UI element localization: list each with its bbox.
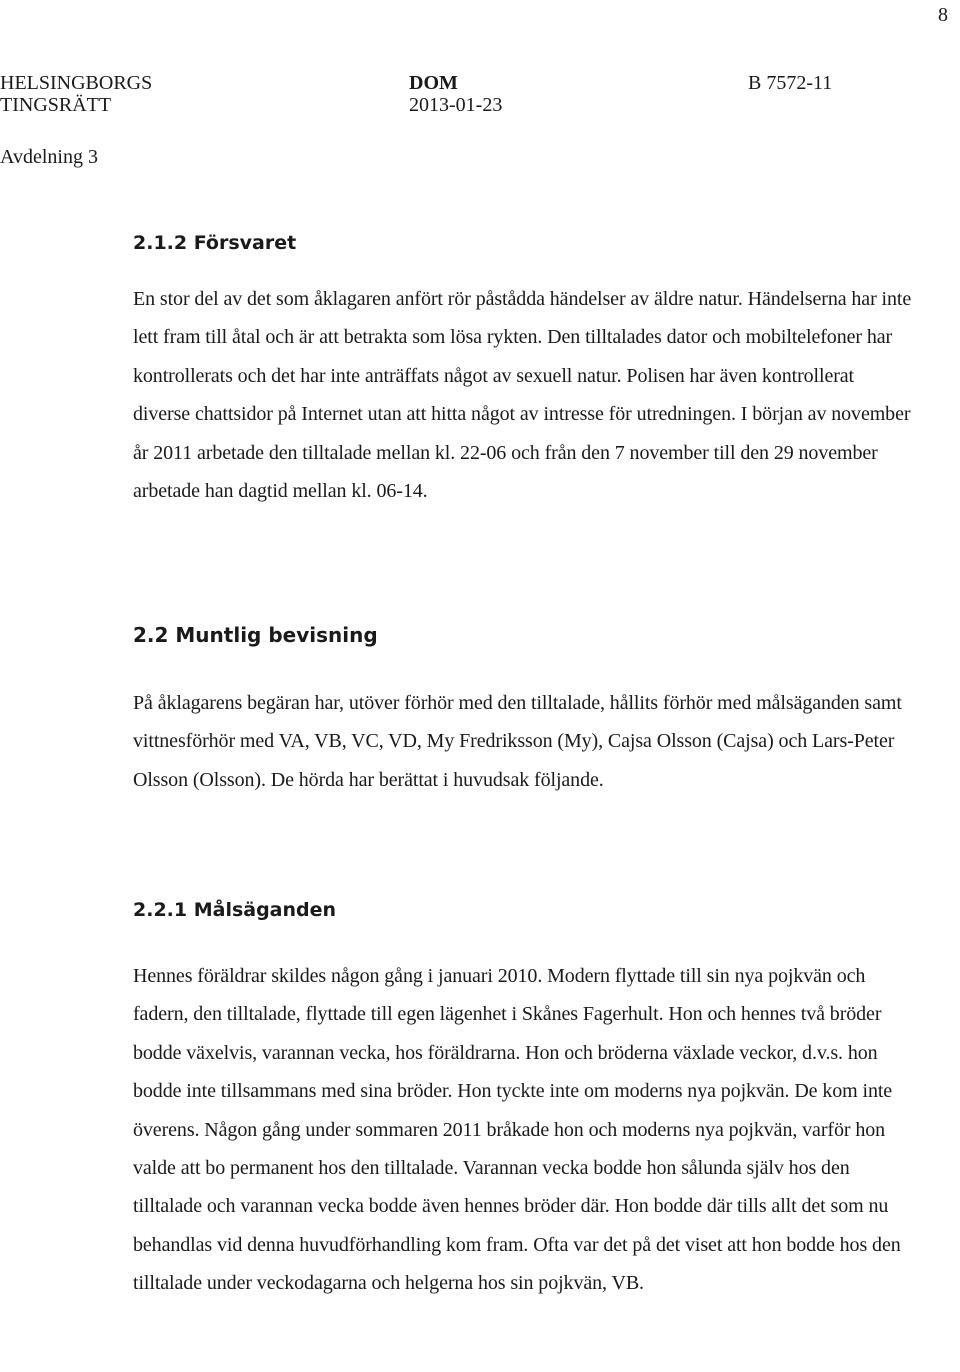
section-muntlig-bevisning-body xyxy=(133,684,913,799)
document-heading xyxy=(409,72,502,116)
court-name-line2: TINGSRÄTT xyxy=(0,94,112,116)
section-text-forsvaret: En stor del av det som åklagaren anfört rör påstådda händelser av äldre natur. Händelserna har inte lett fram till åtal och är att betrakta som lösa rykten. Den tilltalades dator och mobiltelefoner har kontrollerats och det har inte anträffats något av sexuell natur. Polisen har även kontrollerat diverse chattsidor på Internet utan att hitta något av intresse för utredningen. I början av november år 2011 arbetade den tilltalade mellan kl. 22-06 och från den 7 november till den 29 november arbetade han dagtid mellan kl. 06-14. xyxy=(133,288,912,503)
section-malsaganden-heading xyxy=(133,899,913,921)
department: Avdelning 3 xyxy=(0,146,98,168)
document-type: DOM xyxy=(409,72,458,94)
section-title-malsaganden: 2.2.1 Målsäganden xyxy=(133,899,337,921)
section-muntlig-bevisning-heading xyxy=(133,623,913,647)
document-date: 2013-01-23 xyxy=(409,94,503,116)
section-title-muntlig-bevisning: 2.2 Muntlig bevisning xyxy=(133,623,378,647)
court-name-line1: HELSINGBORGS xyxy=(0,72,153,94)
page-number: 8 xyxy=(938,4,948,26)
section-forsvaret xyxy=(133,232,913,510)
section-text-muntlig-bevisning: På åklagarens begäran har, utöver förhör med den tilltalade, hållits förhör med målsäganden samt vittnesförhör med VA, VB, VC, VD, My Fredriksson (My), Cajsa Olsson (Cajsa) och Lars-Peter Olsson (Olsson). De hörda har berättat i huvudsak följande. xyxy=(133,692,902,791)
section-malsaganden-body xyxy=(133,957,913,1303)
case-number: B 7572-11 xyxy=(748,72,833,94)
court-name xyxy=(0,72,152,116)
section-text-malsaganden: Hennes föräldrar skildes någon gång i januari 2010. Modern flyttade till sin nya pojkvän och fadern, den tilltalade, flyttade till egen lägenhet i Skånes Fagerhult. Hon och hennes två bröder bodde växelvis, varannan vecka, hos föräldrarna. Hon och bröderna växlade veckor, d.v.s. hon bodde inte tillsammans med sina bröder. Hon tyckte inte om moderns nya pojkvän. De kom inte överens. Någon gång under sommaren 2011 bråkade hon och moderns nya pojkvän, varför hon valde att bo permanent hos den tilltalade. Varannan vecka bodde hon sålunda själv hos den tilltalade och varannan vecka bodde även hennes bröder där. Hon bodde där tills allt det som nu behandlas vid denna huvudförhandling kom fram. Ofta var det på det viset att hon bodde hos den tilltalade under veckodagarna och helgerna hos sin pojkvän, VB. xyxy=(133,965,901,1295)
section-title-forsvaret: 2.1.2 Försvaret xyxy=(133,232,297,254)
